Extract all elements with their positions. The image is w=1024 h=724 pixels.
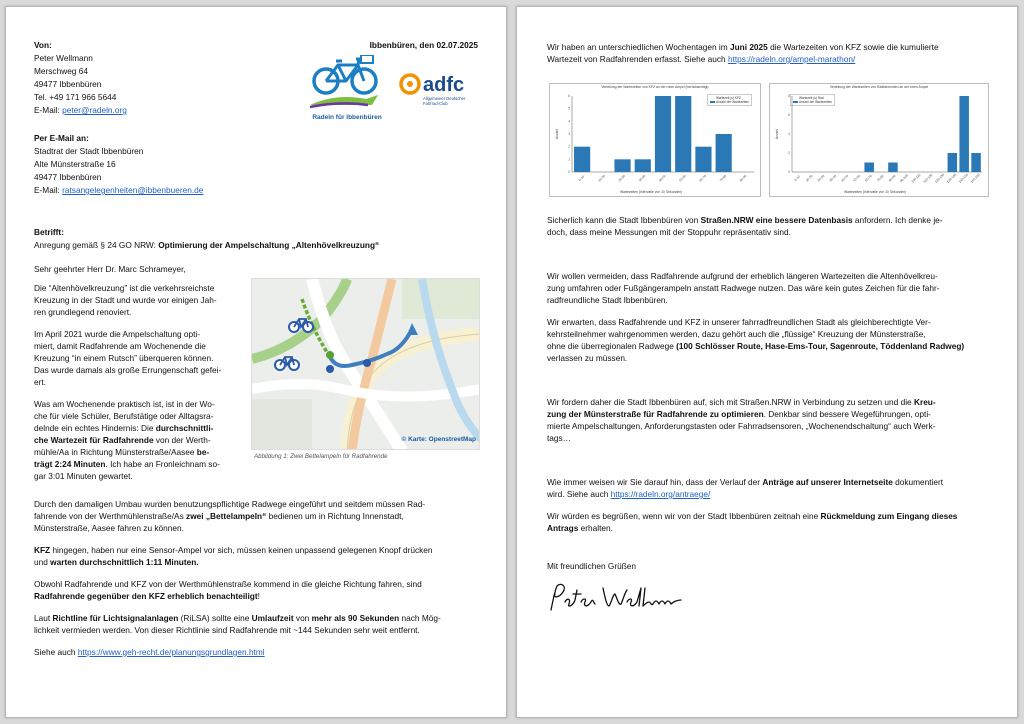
y-tick-label: 4 <box>788 132 790 136</box>
para3-line: mühle/Aa in Richtung Münsterstraße/Aasee be- <box>34 447 210 457</box>
chart-bar <box>716 134 732 172</box>
para6-line: Wie immer weisen wir Sie darauf hin, dass der Verlauf der Anträge auf unserer Internetseite dokumentiert <box>547 477 944 487</box>
sender-email: E-Mail: peter@radeln.org <box>34 105 127 115</box>
para6-line: Obwohl Radfahrende und KFZ von der Werthmühlenstraße kommend in die gleiche Richtung fahren, sind <box>34 579 422 589</box>
chart-bar <box>655 96 671 172</box>
x-tick-label: 120-130 <box>934 172 946 184</box>
para4-line: Durch den damaligen Umbau wurden benutzungspflichtige Radwege eingeführt und seitdem müssen Rad- <box>34 499 426 509</box>
svg-text:adfc: adfc <box>423 74 465 96</box>
chart-bar <box>574 147 590 172</box>
para5-line: zung der Münsterstraße für Radfahrende zu optimieren. Denkbar sind bessere Wegeführungen, opti- <box>547 409 931 419</box>
para4-line: verlassen zu müssen. <box>547 353 628 363</box>
chart-title: Verteilung der Wartezeiten von Radfahrenden an der roten Ampel <box>829 85 929 89</box>
chart-bar <box>695 147 711 172</box>
recipient-street: Alte Münsterstraße 16 <box>34 159 116 169</box>
para2-line: Das wurde damals als große Errungenschaft gefei- <box>34 365 222 375</box>
x-tick-label: 70-80 <box>718 173 728 183</box>
bicycle-icon <box>306 55 388 123</box>
y-tick-label: 0 <box>788 170 790 174</box>
para3-line: Wir wollen vermeiden, dass Radfahrende aufgrund der erheblich längeren Wartezeiten die Altenhövelkreu- <box>547 271 938 281</box>
map-credit: © Karte: OpenstreetMap <box>401 436 476 443</box>
para3-line: Was am Wochenende praktisch ist, ist in der Wo- <box>34 399 215 409</box>
para8-line: Siehe auch https://www.geh-recht.de/planungsgrundlagen.html <box>34 647 265 657</box>
legend-entry: Wartezeit (s) Rad <box>799 96 824 100</box>
chart-bar <box>675 96 691 172</box>
bicycle-marker-icon <box>274 353 300 376</box>
chart-bar <box>635 159 651 172</box>
y-tick-label: 3 <box>568 132 570 136</box>
para2-line: ert. <box>34 377 46 387</box>
para1-line: Die “Altenhövelkreuzung” ist die verkehrsreichste <box>34 283 215 293</box>
svg-text:Allgemeiner Deutscher: Allgemeiner Deutscher <box>423 96 466 101</box>
x-tick-label: 50-60 <box>852 173 861 183</box>
adfc-logo <box>398 71 478 111</box>
y-tick-label: 4 <box>568 119 570 124</box>
y-tick-label: 0 <box>568 170 570 174</box>
x-tick-label: 100-110 <box>910 172 922 184</box>
para5-line: tags… <box>547 433 571 443</box>
x-tick-label: 80-90 <box>738 173 748 183</box>
chart-x-label: Wartezeiten (Intervalle von 10 Sekunden) <box>620 190 683 194</box>
x-tick-label: 0-10 <box>793 174 801 182</box>
recipient-email: E-Mail: ratsangelegenheiten@ibbenbueren.de <box>34 185 204 195</box>
y-tick-label: 6 <box>788 113 790 117</box>
x-tick-label: 130-140 <box>946 172 958 184</box>
letter-page-2 <box>516 6 1018 718</box>
para5-line: mierte Ampelschaltungen, Anforderungstasten oder Fahrradsensoren, „Wochenendschaltung“ auch Werk- <box>547 421 936 431</box>
chart-bar <box>888 163 898 173</box>
x-tick-label: 80-90 <box>887 173 897 183</box>
para3-line: zung umfahren oder Fußgängerampeln anstatt Radwege nutzen. Das wäre kein gutes Zeichen für die fahr- <box>547 283 940 293</box>
intro-line: Wartezeit von Radfahrenden erfasst. Siehe auch https://radeln.org/ampel-marathon/ <box>547 54 856 64</box>
svg-text:Fahrrad-Club: Fahrrad-Club <box>423 101 448 106</box>
para7-line: lichkeit vermieden werden. Von dieser Richtlinie sind Radfahrende mit ~144 Sekunden sehr weit entfernt. <box>34 625 420 635</box>
x-tick-label: 110-120 <box>922 172 934 184</box>
para2-line: Im April 2021 wurde die Ampelschaltung opti- <box>34 329 201 339</box>
para4-line: Münsterstraße, Aasee fahren zu können. <box>34 523 184 533</box>
sender-email-link[interactable]: peter@radeln.org <box>62 105 127 115</box>
para6-line: Radfahrende gegenüber den KFZ erheblich benachteiligt! <box>34 591 260 601</box>
para3-line: che für viele Schüler, Berufstätige oder Alltagsra- <box>34 411 214 421</box>
legend-entry: Anzahl der Wartezeiten <box>793 100 832 104</box>
svg-text:Radeln für Ibbenbüren: Radeln für Ibbenbüren <box>312 114 382 121</box>
para2-line: Sicherlich kann die Stadt Ibbenbüren von Straßen.NRW eine bessere Datenbasis anfordern. Ich denke je- <box>547 215 943 225</box>
chart-bar <box>864 163 874 173</box>
x-tick-label: 40-50 <box>840 173 850 183</box>
recipient-label: Per E-Mail an: <box>34 133 89 143</box>
para7-line: Antrags erhalten. <box>547 523 613 533</box>
x-tick-label: 70-80 <box>876 173 885 183</box>
closing: Mit freundlichen Grüßen <box>547 561 637 571</box>
sender-street: Merschweg 64 <box>34 66 88 76</box>
recipient-email-link[interactable]: ratsangelegenheiten@ibbenbueren.de <box>62 185 204 195</box>
rad-wait-chart <box>769 83 989 197</box>
planungsgrundlagen-link[interactable]: https://www.geh-recht.de/planungsgrundlagen.html <box>77 647 265 657</box>
place-date: Ibbenbüren, den 02.07.2025 <box>369 40 478 50</box>
y-tick-label: 1 <box>568 157 570 162</box>
chart-bar <box>948 153 958 172</box>
para4-line: kehrsteilnehmer wahrgenommen werden, dazu gehört auch die „flüssige“ Kreuzung der Münsterstraße, <box>547 329 926 339</box>
subject-line: Anregung gemäß § 24 GO NRW: Optimierung der Ampelschaltung „Altenhövelkreuzung“ <box>34 240 380 250</box>
kfz-wait-chart <box>549 83 761 197</box>
subject-label: Betrifft: <box>34 227 64 237</box>
sender-name: Peter Wellmann <box>34 53 93 63</box>
para3-line: radfreundliche Stadt Ibbenbüren. <box>547 295 668 305</box>
bicycle-marker-icon <box>288 315 314 338</box>
para7-line: Wir würden es begrüßen, wenn wir von der Stadt Ibbenbüren zeitnah eine Rückmeldung zum Eingang dieses <box>547 511 958 521</box>
sender-city: 49477 Ibbenbüren <box>34 79 102 89</box>
para5-line: Wir fordern daher die Stadt Ibbenbüren auf, sich mit Straßen.NRW in Verbindung zu setzen und die Kreu- <box>547 397 936 407</box>
x-tick-label: 10-20 <box>597 173 606 183</box>
para4-line: ohne die überregionalen Radwege (100 Schlösser Route, Hase-Ems-Tour, Sagenroute, Töddenland Radweg) <box>547 341 965 351</box>
y-tick-label: 6 <box>568 94 570 98</box>
para2-line: Kreuzung “in einem Rutsch” überqueren können. <box>34 353 214 363</box>
adfc-wheel-icon <box>398 71 478 111</box>
para6-line: wird. Siehe auch https://radeln.org/antraege/ <box>547 489 711 499</box>
x-tick-label: 20-30 <box>816 173 826 183</box>
chart-x-label: Wartezeiten (Intervalle von 10 Sekunden) <box>844 190 907 194</box>
x-tick-label: 50-60 <box>678 173 687 183</box>
x-tick-label: 10-20 <box>804 173 814 183</box>
x-tick-label: 30-40 <box>637 173 647 183</box>
para3-line: delnde ein echtes Hindernis: Die durchschnittli- <box>34 423 214 433</box>
x-tick-label: 0-10 <box>577 174 586 182</box>
para5-line: und warten durchschnittlich 1:11 Minuten. <box>34 557 199 567</box>
para4-line: fahrende von der Werthmühlenstraße/As zwei „Bettelampeln“ bedienen um in Richtung Innenstadt, <box>34 511 404 521</box>
chart-plot <box>770 84 988 196</box>
antraege-link[interactable]: https://radeln.org/antraege/ <box>610 489 711 499</box>
x-tick-label: 40-50 <box>657 173 667 183</box>
chart-y-label: Anzahl <box>775 128 780 140</box>
signature <box>547 580 687 620</box>
x-tick-label: 150-160 <box>969 172 981 184</box>
ampel-marathon-link[interactable]: https://radeln.org/ampel-marathon/ <box>727 54 856 64</box>
para3-line: trägt 2:24 Minuten. Ich habe an Fronleichnam so- <box>34 459 220 469</box>
sender-phone: Tel. +49 171 966 5644 <box>34 92 117 102</box>
chart-plot <box>550 84 760 196</box>
letter-page-1 <box>5 6 507 718</box>
x-tick-label: 20-30 <box>617 173 627 183</box>
chart-title: Verteilung der Wartezeiten von KFZ an der roten Ampel (berücksichtigt) <box>601 85 709 89</box>
y-tick-label: 5 <box>568 106 570 111</box>
x-tick-label: 140-150 <box>957 172 970 184</box>
chart-y-label: Anzahl <box>555 128 560 140</box>
chart-bar <box>971 153 981 172</box>
svg-text:Peter Wellmann: Peter Wellmann <box>547 580 555 581</box>
recipient-org: Stadtrat der Stadt Ibbenbüren <box>34 146 144 156</box>
intro-line: Wir haben an unterschiedlichen Wochentagen im Juni 2025 die Wartezeiten von KFZ sowie die kumulierte <box>547 42 939 52</box>
legend-entry: Anzahl der Wartezeiten <box>710 100 749 104</box>
sender-label: Von: <box>34 40 52 50</box>
x-tick-label: 90-100 <box>899 173 910 184</box>
x-tick-label: 30-40 <box>828 173 838 183</box>
radeln-logo <box>306 55 388 123</box>
salutation: Sehr geehrter Herr Dr. Marc Schrameyer, <box>34 264 186 274</box>
chart-bar <box>959 96 969 172</box>
para3-line: gar 3:01 Minuten gewartet. <box>34 471 133 481</box>
para1-line: ren grundlegend renoviert. <box>34 307 132 317</box>
x-tick-label: 60-70 <box>698 173 708 183</box>
para1-line: Kreuzung in der Stadt und wurde vor einigen Jah- <box>34 295 217 305</box>
x-tick-label: 60-70 <box>864 173 873 183</box>
para3-line: che Wartezeit für Radfahrende von der Werth- <box>34 435 211 445</box>
recipient-city: 49477 Ibbenbüren <box>34 172 102 182</box>
para5-line: KFZ hingegen, haben nur eine Sensor-Ampel vor sich, müssen keinen unpassend gelegenen Knopf drücken <box>34 545 433 555</box>
y-tick-label: 2 <box>788 151 790 155</box>
para2-line: miert, damit Radfahrende am Wochenende die <box>34 341 206 351</box>
map-caption: Abbildung 1: Zwei Bettelampeln für Radfahrende <box>254 453 388 460</box>
para2-line: doch, dass meine Messungen mit der Stoppuhr repräsentativ sind. <box>547 227 791 237</box>
intersection-map <box>251 278 480 450</box>
chart-bar <box>614 159 630 172</box>
para7-line: Laut Richtline für Lichtsignalanlagen (RiLSA) sollte eine Umlaufzeit von mehr als 90 Sekunden nach Mög- <box>34 613 441 623</box>
y-tick-label: 2 <box>568 144 570 149</box>
legend-entry: Wartezeit (s) KFZ <box>715 96 741 100</box>
para4-line: Wir erwarten, dass Radfahrende und KFZ in unserer fahrradfreundlichen Stadt als gleichberechtigte Ver- <box>547 317 931 327</box>
y-tick-label: 8 <box>788 94 790 98</box>
